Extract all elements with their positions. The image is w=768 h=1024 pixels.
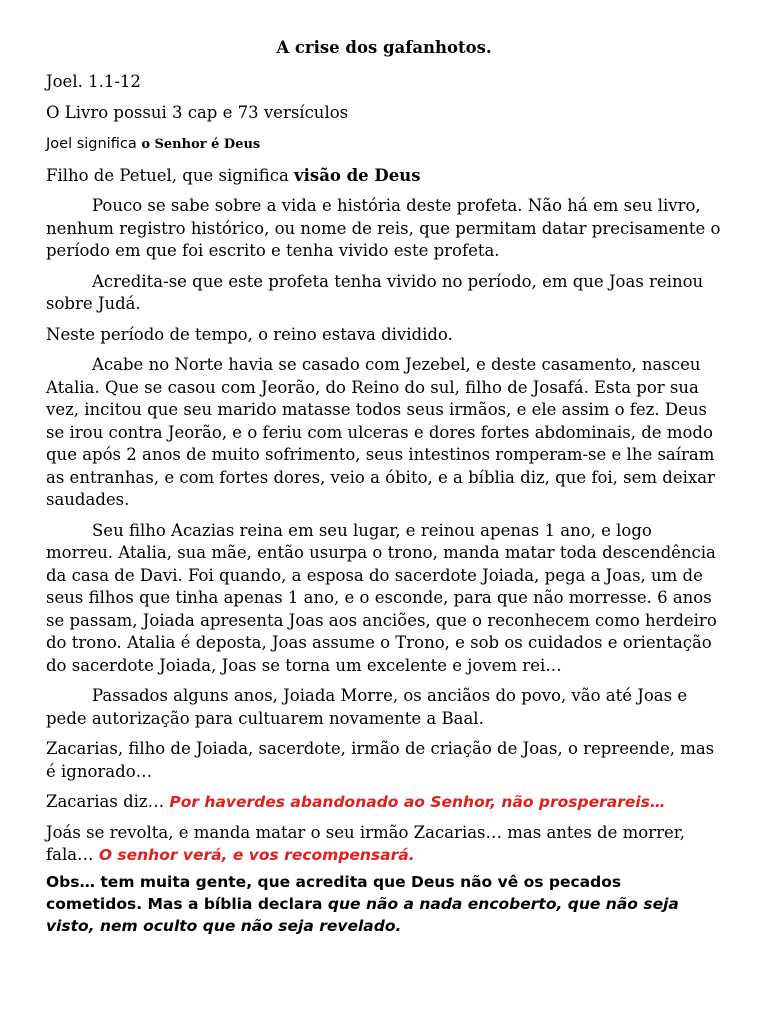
paragraph-6: Passados alguns anos, Joiada Morre, os anciãos do povo, vão até Joas e pede autorização para cultuarem novamente a Baal. [46, 686, 688, 728]
joel-meaning-line [46, 132, 722, 157]
paragraph-2: Acredita-se que este profeta tenha vivido no período, em que Joas reinou sobre Judá. [46, 271, 704, 313]
paragraph-7: Zacarias, filho de Joiada, sacerdote, irmão de criação de Joas, o repreende, mas é ignorado… [46, 739, 715, 781]
petuel-meaning: visão de Deus [294, 165, 421, 185]
obs-quote: que não a nada encoberto, que não seja visto, nem oculto que não seja revelado. [46, 894, 679, 935]
petuel-line [46, 165, 722, 188]
joas-prefix: Joás se revolta, e manda matar o seu irmão Zacarias… mas antes de morrer, fala… [46, 822, 686, 864]
paragraph-3: Neste período de tempo, o reino estava dividido. [46, 324, 453, 344]
observation-paragraph [46, 871, 722, 937]
paragraph-1: Pouco se sabe sobre a vida e história deste profeta. Não há em seu livro, nenhum registro histórico, ou nome de reis, que permitam datar precisamente o período em que foi escrito e tenha vivido este profeta. [46, 196, 721, 260]
joel-meaning-value: o Senhor é Deus [141, 137, 261, 152]
paragraph-5: Seu filho Acazias reina em seu lugar, e reinou apenas 1 ano, e logo morreu. Atalia, sua mãe, então usurpa o trono, manda matar toda descendência da casa de Davi. Foi quando, a esposa do sacerdote Joiada, pega a Joas, um de seus filhos que tinha apenas 1 ano, e o esconde, para que não morresse. 6 anos se passam, Joiada apresenta Joas aos anciões, que o reconhecem como herdeiro do trono. Atalia é deposta, Joas assume o Trono, e sob os cuidados e orientação do sacerdote Joiada, Joas se torna um excelente e jovem rei… [46, 520, 717, 675]
zacarias-quote: Por haverdes abandonado ao Senhor, não prosperareis… [169, 793, 666, 811]
petuel-prefix: Filho de Petuel, que significa [46, 165, 295, 185]
page-title: A crise dos gafanhotos. [276, 38, 492, 57]
paragraph-8 [46, 791, 722, 814]
zacarias-prefix: Zacarias diz… [46, 792, 170, 811]
zacarias-last-words: O senhor verá, e vos recompensará. [98, 846, 415, 864]
paragraph-4: Acabe no Norte havia se casado com Jezebel, e deste casamento, nasceu Atalia. Que se casou com Jeorão, do Reino do sul, filho de Josafá. Esta por sua vez, incitou que seu marido matasse todos seus irmãos, e ele assim o fez. Deus se irou contra Jeorão, e o feriu com ulceras e dores fortes abdominais, de modo que após 2 anos de muito sofrimento, seus intestinos romperam-se e lhe saíram as entranhas, e com fortes dores, veio a óbito, e a bíblia diz, que foi, sem deixar saudades. [46, 355, 715, 509]
paragraph-9 [46, 822, 722, 867]
book-info: O Livro possui 3 cap e 73 versículos [46, 102, 349, 122]
obs-prefix: Obs… tem muita gente, que acredita que Deus não vê os pecados cometidos. Mas a bíblia declara [46, 872, 622, 913]
bible-reference: Joel. 1.1-12 [46, 72, 141, 91]
joel-meaning-prefix: Joel significa [46, 136, 142, 152]
